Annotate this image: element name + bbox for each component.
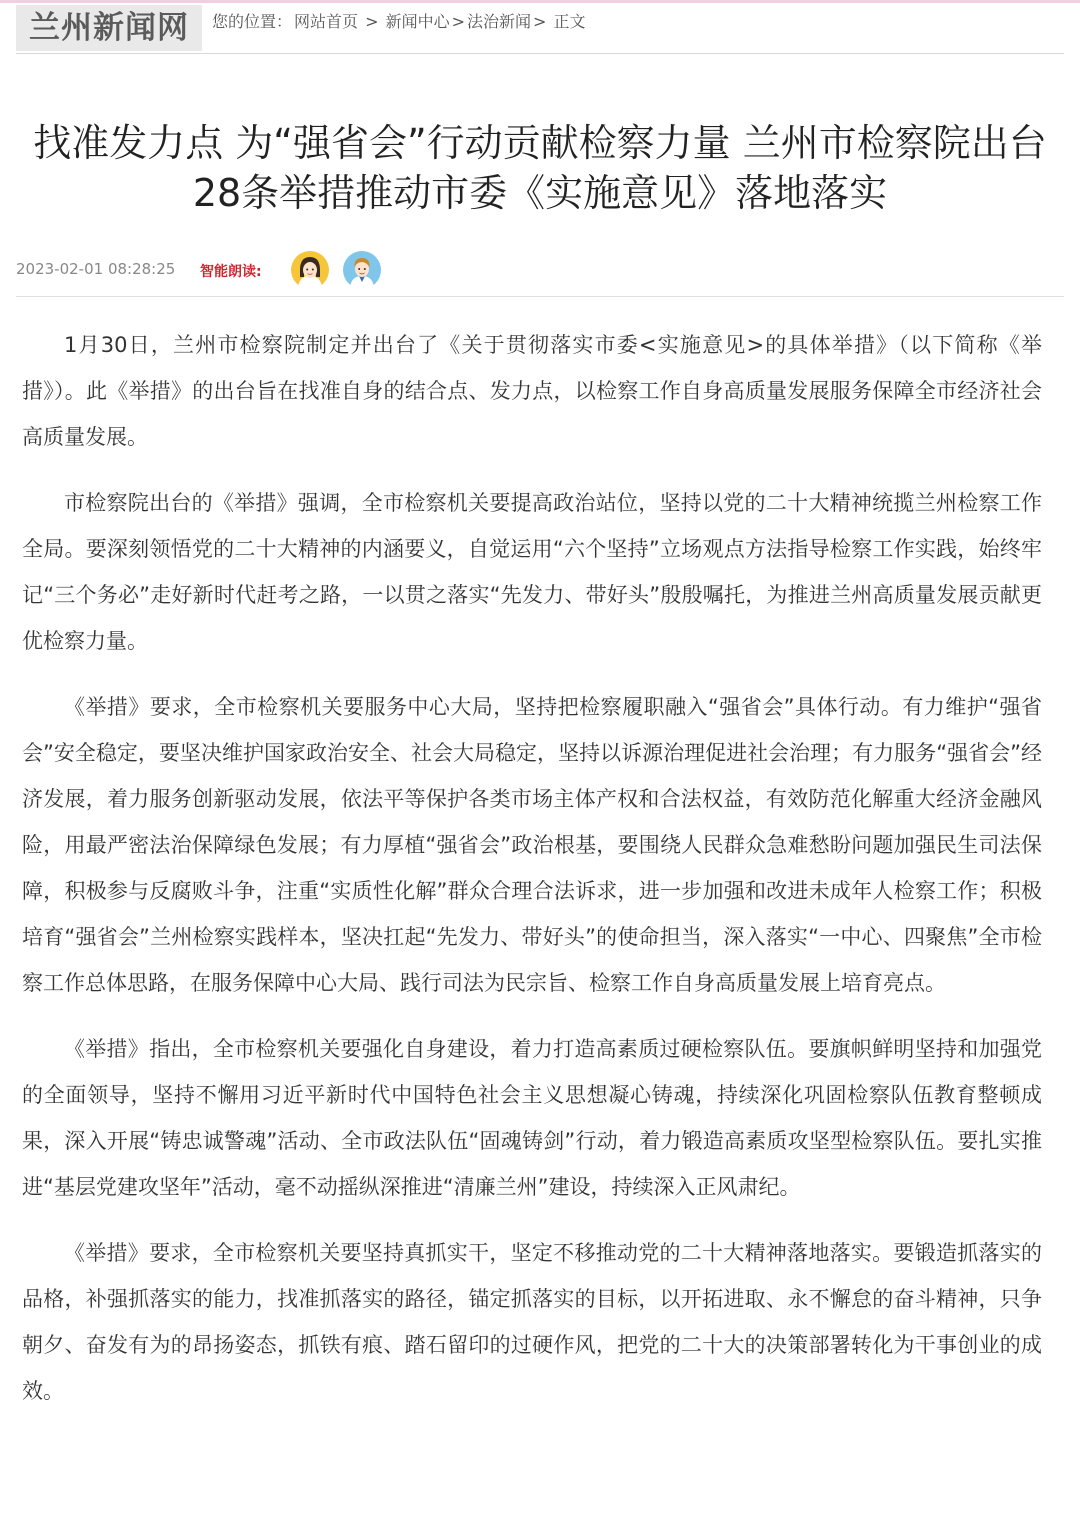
header-divider [16, 53, 1064, 54]
site-header [0, 3, 1080, 55]
breadcrumb-news-center-link[interactable]: 新闻中心 [385, 12, 450, 31]
breadcrumb-current: 正文 [553, 12, 586, 31]
article-paragraph: 《举措》要求，全市检察机关要坚持真抓实干，坚定不移推动党的二十大精神落地落实。要锻造抓落实的品格，补强抓落实的能力，找准抓落实的路径，锚定抓落实的目标，以开拓进取、永不懈怠的奋斗精神，只争朝夕、奋发有为的昂扬姿态，抓铁有痕、踏石留印的过硬作风，把党的二十大的决策部署转化为干事创业的成效。 [22, 1241, 1042, 1403]
breadcrumb-prefix: 您的位置： [212, 12, 293, 31]
article-paragraph: 《举措》要求，全市检察机关要服务中心大局，坚持把检察履职融入“强省会”具体行动。有力维护“强省会”安全稳定，要坚决维护国家政治安全、社会大局稳定，坚持以诉源治理促进社会治理；有力服务“强省会”经济发展，着力服务创新驱动发展，依法平等保护各类市场主体产权和合法权益，有效防范化解重大经济金融风险，用最严密法治保障绿色发展；有力厚植“强省会”政治根基，要围绕人民群众急难愁盼问题加强民生司法保障，积极参与反腐败斗争，注重“实质性化解”群众合理合法诉求，进一步加强和改进未成年人检察工作；积极培育“强省会”兰州检察实践样本，坚决扛起“先发力、带好头”的使命担当，深入落实“一中心、四聚焦”全市检察工作总体思路，在服务保障中心大局、践行司法为民宗旨、检察工作自身高质量发展上培育亮点。 [22, 695, 1042, 995]
breadcrumb [212, 9, 588, 32]
site-logo[interactable]: 兰州新闻网 [16, 5, 202, 51]
female-reader-avatar-icon[interactable] [290, 250, 330, 290]
article-paragraph: 市检察院出台的《举措》强调，全市检察机关要提高政治站位，坚持以党的二十大精神统揽兰州检察工作全局。要深刻领悟党的二十大精神的内涵要义，自觉运用“六个坚持”立场观点方法指导检察工作实践，始终牢记“三个务必”走好新时代赶考之路，一以贯之落实“先发力、带好头”殷殷嘱托，为推进兰州高质量发展贡献更优检察力量。 [22, 491, 1042, 653]
publish-date: 2023-02-01 08:28:25 [16, 260, 176, 278]
breadcrumb-separator: > [360, 12, 384, 31]
male-reader-avatar-icon[interactable] [342, 250, 382, 290]
article-paragraph: 1月30日，兰州市检察院制定并出台了《关于贯彻落实市委<实施意见>的具体举措》（以下简称《举措》）。此《举措》的出台旨在找准自身的结合点、发力点，以检察工作自身高质量发展服务保障全市经济社会高质量发展。 [22, 333, 1042, 449]
breadcrumb-legal-news-link[interactable]: 法治新闻 [467, 12, 532, 31]
breadcrumb-separator: > [533, 12, 552, 31]
breadcrumb-separator: > [451, 12, 466, 31]
article-body [22, 322, 1042, 1434]
breadcrumb-home-link[interactable]: 网站首页 [294, 12, 359, 31]
meta-divider [16, 296, 1064, 297]
article-title: 找准发力点 为“强省会”行动贡献检察力量 兰州市检察院出台28条举措推动市委《实施意见》落地落实 [33, 121, 1047, 215]
article-meta [16, 248, 1064, 292]
article-paragraph: 《举措》指出，全市检察机关要强化自身建设，着力打造高素质过硬检察队伍。要旗帜鲜明坚持和加强党的全面领导，坚持不懈用习近平新时代中国特色社会主义思想凝心铸魂，持续深化巩固检察队伍教育整顿成果，深入开展“铸忠诚警魂”活动、全市政法队伍“固魂铸剑”行动，着力锻造高素质攻坚型检察队伍。要扎实推进“基层党建攻坚年”活动，毫不动摇纵深推进“清廉兰州”建设，持续深入正风肃纪。 [22, 1037, 1042, 1199]
smart-read-label: 智能朗读: [200, 264, 262, 280]
